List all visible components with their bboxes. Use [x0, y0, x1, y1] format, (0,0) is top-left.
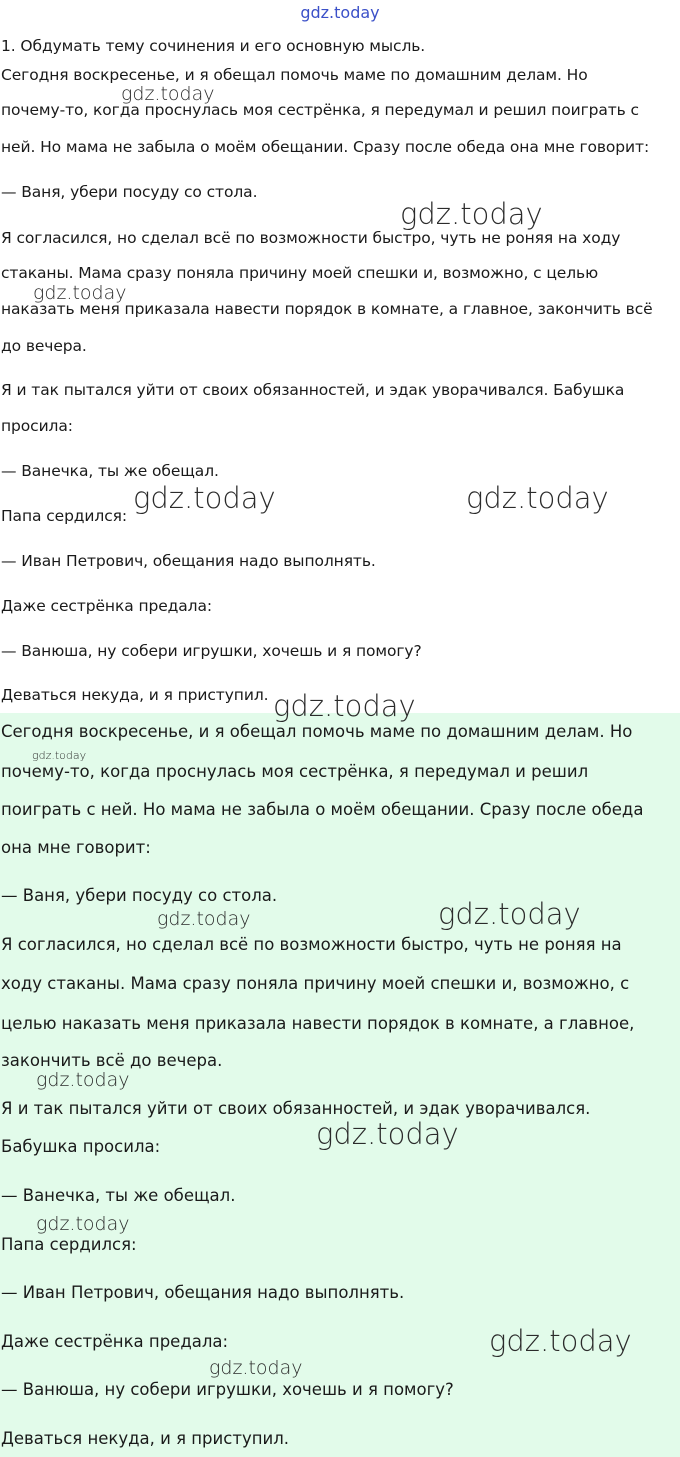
essay-line: ходу стаканы. Мама сразу поняла причину моей спешки и, возможно, с: [1, 974, 630, 993]
watermark: gdz.today: [316, 1117, 459, 1151]
essay-line: Папа сердился:: [1, 507, 127, 525]
essay-line: Я согласился, но сделал всё по возможности быстро, чуть не роняя на ходу: [1, 229, 621, 247]
essay-line: она мне говорит:: [1, 838, 151, 857]
essay-line: Папа сердился:: [1, 1235, 137, 1254]
essay-line: Даже сестрёнка предала:: [1, 1332, 229, 1351]
site-header-link[interactable]: gdz.today: [300, 3, 380, 22]
task-title: 1. Обдумать тему сочинения и его основную мысль.: [1, 37, 426, 55]
watermark: gdz.today: [133, 481, 276, 515]
essay-line: стаканы. Мама сразу поняла причину моей спешки и, возможно, с целью: [1, 264, 599, 282]
essay-line: Я и так пытался уйти от своих обязанностей, и эдак уворачивался.: [1, 1099, 591, 1118]
essay-line: Бабушка просила:: [1, 1137, 161, 1156]
watermark: gdz.today: [466, 481, 609, 515]
essay-line: — Ванюша, ну собери игрушки, хочешь и я помогу?: [1, 1380, 454, 1399]
essay-line: Сегодня воскресенье, и я обещал помочь маме по домашним делам. Но: [1, 722, 633, 741]
essay-line: Деваться некуда, и я приступил.: [1, 686, 269, 704]
essay-line: ней. Но мама не забыла о моём обещании. Сразу после обеда она мне говорит:: [1, 138, 650, 156]
essay-line: — Ваня, убери посуду со стола.: [1, 183, 258, 201]
essay-line: почему-то, когда проснулась моя сестрёнка, я передумал и решил поиграть с: [1, 101, 639, 119]
essay-line: Сегодня воскресенье, и я обещал помочь маме по домашним делам. Но: [1, 66, 588, 84]
essay-line: Деваться некуда, и я приступил.: [1, 1429, 290, 1448]
essay-line: просила:: [1, 417, 73, 435]
essay-line: поиграть с ней. Но мама не забыла о моём обещании. Сразу после обеда: [1, 800, 644, 819]
watermark: gdz.today: [489, 1324, 632, 1358]
watermark: gdz.today: [273, 689, 416, 723]
watermark: gdz.today: [121, 83, 215, 105]
watermark: gdz.today: [36, 1069, 130, 1091]
essay-line: целью наказать меня приказала навести порядок в комнате, а главное,: [1, 1014, 635, 1033]
essay-line: почему-то, когда проснулась моя сестрёнка, я передумал и решил: [1, 762, 589, 781]
essay-line: — Ваня, убери посуду со стола.: [1, 886, 278, 905]
essay-line: Я согласился, но сделал всё по возможности быстро, чуть не роняя на: [1, 935, 622, 954]
watermark: gdz.today: [209, 1357, 303, 1379]
essay-line: — Иван Петрович, обещания надо выполнять.: [1, 552, 376, 570]
watermark: gdz.today: [36, 1213, 130, 1235]
watermark: gdz.today: [400, 197, 543, 231]
essay-line: до вечера.: [1, 337, 87, 355]
watermark: gdz.today: [32, 749, 87, 762]
essay-line: — Ванечка, ты же обещал.: [1, 462, 219, 480]
essay-line: Даже сестрёнка предала:: [1, 597, 212, 615]
essay-line: — Ванечка, ты же обещал.: [1, 1186, 236, 1205]
watermark: gdz.today: [33, 282, 127, 304]
essay-line: — Ванюша, ну собери игрушки, хочешь и я помогу?: [1, 642, 422, 660]
essay-line: — Иван Петрович, обещания надо выполнять.: [1, 1283, 405, 1302]
essay-line: наказать меня приказала навести порядок в комнате, а главное, закончить всё: [1, 300, 653, 318]
essay-line: Я и так пытался уйти от своих обязанностей, и эдак уворачивался. Бабушка: [1, 381, 625, 399]
watermark: gdz.today: [438, 897, 581, 931]
watermark: gdz.today: [157, 908, 251, 930]
essay-line: закончить всё до вечера.: [1, 1051, 223, 1070]
